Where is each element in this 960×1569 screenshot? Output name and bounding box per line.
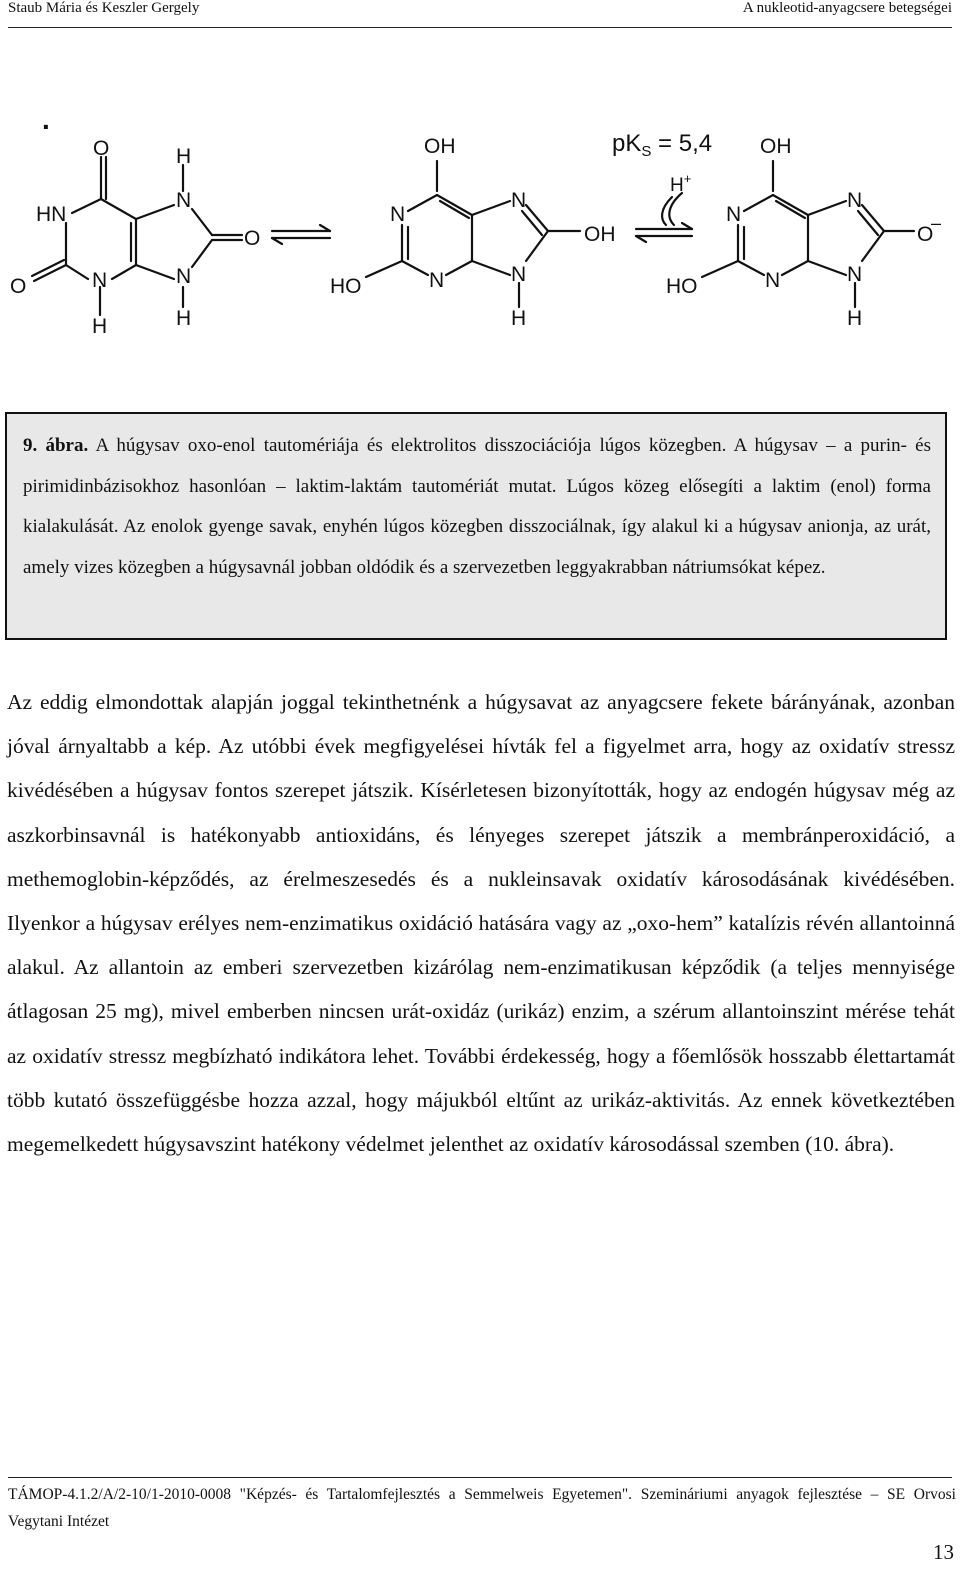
m2-bond-c6-c5 xyxy=(437,195,472,215)
figure-caption-label: 9. ábra. xyxy=(23,435,89,456)
m1-bond-n1-c6 xyxy=(72,199,101,213)
m3-bond-c5-n7 xyxy=(808,201,846,215)
m3-bond-c2-oh xyxy=(702,261,738,277)
stray-mark: . xyxy=(42,104,50,135)
m1-atom-o2: O xyxy=(10,275,27,298)
m2-bond-c6-c5-double xyxy=(440,201,469,218)
m3-bond-n7-c8-double xyxy=(858,211,878,235)
m2-atom-oh8: OH xyxy=(584,223,616,246)
m3-atom-n1: N xyxy=(726,203,742,226)
m1-bond-c5-n7 xyxy=(136,205,174,219)
m1-atom-hn1: HN xyxy=(36,203,67,226)
m1-atom-n3: N xyxy=(92,269,108,292)
m1-atom-n9: N xyxy=(176,265,192,288)
m3-bond-n3-c4 xyxy=(782,261,808,275)
m1-atom-h7: H xyxy=(176,145,192,168)
body-paragraph: Az eddig elmondottak alapján joggal tekinthetnénk a húgysavat az anyagcsere fekete bárányának, azonban jóval árnyaltabb a kép. Az utóbbi évek megfigyelései hívták fel a figyelmet arra, hogy az oxidatív stressz kivédésében a húgysav fontos szerepet játszik. Kísérletesen bizonyították, hogy az endogén húgysav még az aszkorbinsavnál is hatékonyabb antioxidáns, és lényeges szerepet játszik a membránperoxidáció, a methemoglobin-képződés, az érelmeszesedés és a nukleinsavak oxidatív károsodásának kivédésében. Ilyenkor a húgysav erélyes nem-enzimatikus oxidáció hatására vagy az „oxo-hem” katalízis révén allantoinná alakul. Az allantoin az emberi szervezetben kizárólag nem-enzimatikusan képződik (a teljes mennyisége átlagosan 25 mg), mivel emberben nincsen urát-oxidáz (urikáz) enzim, a szérum allantoinszint mérése tehát az oxidatív stressz megbízható indikátora lehet. További érdekesség, hogy a főemlősök hosszabb élettartamát több kutató összefüggésbe hozza azzal, hogy májukból eltűnt az urikáz-aktivitás. Az ennek következtében megemelkedett húgysavszint hatékony védelmet jelenthet az oxidatív károsodással szemben (10. ábra). xyxy=(7,690,955,1157)
m2-bond-n7-c8-double xyxy=(522,211,542,235)
m3-bond-n9-c4 xyxy=(808,261,846,275)
m2-bond-c2-oh xyxy=(366,261,402,277)
m3-bond-c2-n3 xyxy=(738,261,764,275)
m3-atom-o8: O xyxy=(917,223,934,246)
m3-atom-n7: N xyxy=(847,189,863,212)
m3-bond-c6-c5 xyxy=(773,195,808,215)
m3-bond-c6-c5-double xyxy=(776,201,805,218)
m3-bond-n7-c8 xyxy=(862,205,884,231)
m3-atom-oh6: OH xyxy=(760,135,792,158)
m3-atom-ho2: HO xyxy=(666,275,698,298)
m2-atom-ho2: HO xyxy=(330,275,362,298)
chemical-structure-diagram xyxy=(0,95,960,355)
figure-caption-text: A húgysav oxo-enol tautomériája és elektrolitos disszociációja lúgos közegben. A húgysav – a purin- és pirimidinbázisokhoz hasonlóan – laktim-laktám tautomériát mutat. Lúgos közeg elősegíti a laktim (enol) forma kialakulását. Az enolok gyenge savak, enyhén lúgos közegben disszociálnak, így alakul ki a húgysav anionja, az urát, amely vizes közegben a húgysavnál jobban oldódik és a szervezetben leggyakrabban nátriumsókat képez. xyxy=(23,435,931,578)
m1-atom-h3: H xyxy=(92,315,108,338)
m1-bond-n9-c4 xyxy=(136,265,174,279)
m3-atom-n9: N xyxy=(847,263,863,286)
m1-bond-n3-c2 xyxy=(66,265,88,279)
m2-atom-n3: N xyxy=(429,269,445,292)
m2-atom-h9: H xyxy=(511,307,527,330)
m3-atom-h9: H xyxy=(847,307,863,330)
m1-atom-h9: H xyxy=(176,307,192,330)
m1-atom-o8: O xyxy=(244,227,261,250)
m2-atom-n1: N xyxy=(390,203,406,226)
m2-bond-c2-n3 xyxy=(402,261,428,275)
m1-bond-c8-n9 xyxy=(192,240,212,267)
m3-atom-n3: N xyxy=(765,269,781,292)
m2-bond-n7-c8 xyxy=(526,205,548,231)
uric-acid-tautomerism-figure xyxy=(0,95,960,355)
m2-atom-n7: N xyxy=(511,189,527,212)
m1-bond-c4-n3 xyxy=(112,265,136,279)
m1-bond-n7-c8 xyxy=(192,209,212,235)
header-rule xyxy=(8,27,952,28)
page-number: 13 xyxy=(933,1540,954,1564)
header-chapter-title: A nukleotid-anyagcsere betegségei xyxy=(742,0,952,16)
m2-bond-n9-c4 xyxy=(472,261,510,275)
footer-rule xyxy=(8,1477,952,1478)
h-plus-label: H+ xyxy=(670,171,692,196)
body-text xyxy=(7,680,955,1166)
page-footer: TÁMOP-4.1.2/A/2-10/1-2010-0008 "Képzés- és Tartalomfejlesztés a Semmelweis Egyetemen". Szemináriumi anyagok fejlesztése – SE Orvosi Vegytani Intézet xyxy=(8,1486,956,1530)
m2-atom-oh6: OH xyxy=(424,135,456,158)
m3-bond-c6-n1 xyxy=(744,195,773,211)
m2-bond-c6-n1 xyxy=(408,195,437,211)
m1-bond-c6-c5 xyxy=(101,199,136,219)
m1-atom-n7: N xyxy=(176,189,192,212)
m2-bond-c5-n7 xyxy=(472,201,510,215)
m2-atom-n9: N xyxy=(511,263,527,286)
header-authors: Staub Mária és Keszler Gergely xyxy=(8,0,200,16)
m2-bond-c8-n9 xyxy=(526,231,548,261)
pks-label: $pK_S = 5,4$ xyxy=(612,130,713,160)
m1-atom-o6: O xyxy=(93,137,110,160)
m2-bond-n3-c4 xyxy=(446,261,472,275)
page-header xyxy=(8,0,952,26)
figure-caption-box xyxy=(5,412,947,640)
m3-bond-c8-n9 xyxy=(862,231,884,261)
m3-charge-minus: – xyxy=(931,213,942,233)
